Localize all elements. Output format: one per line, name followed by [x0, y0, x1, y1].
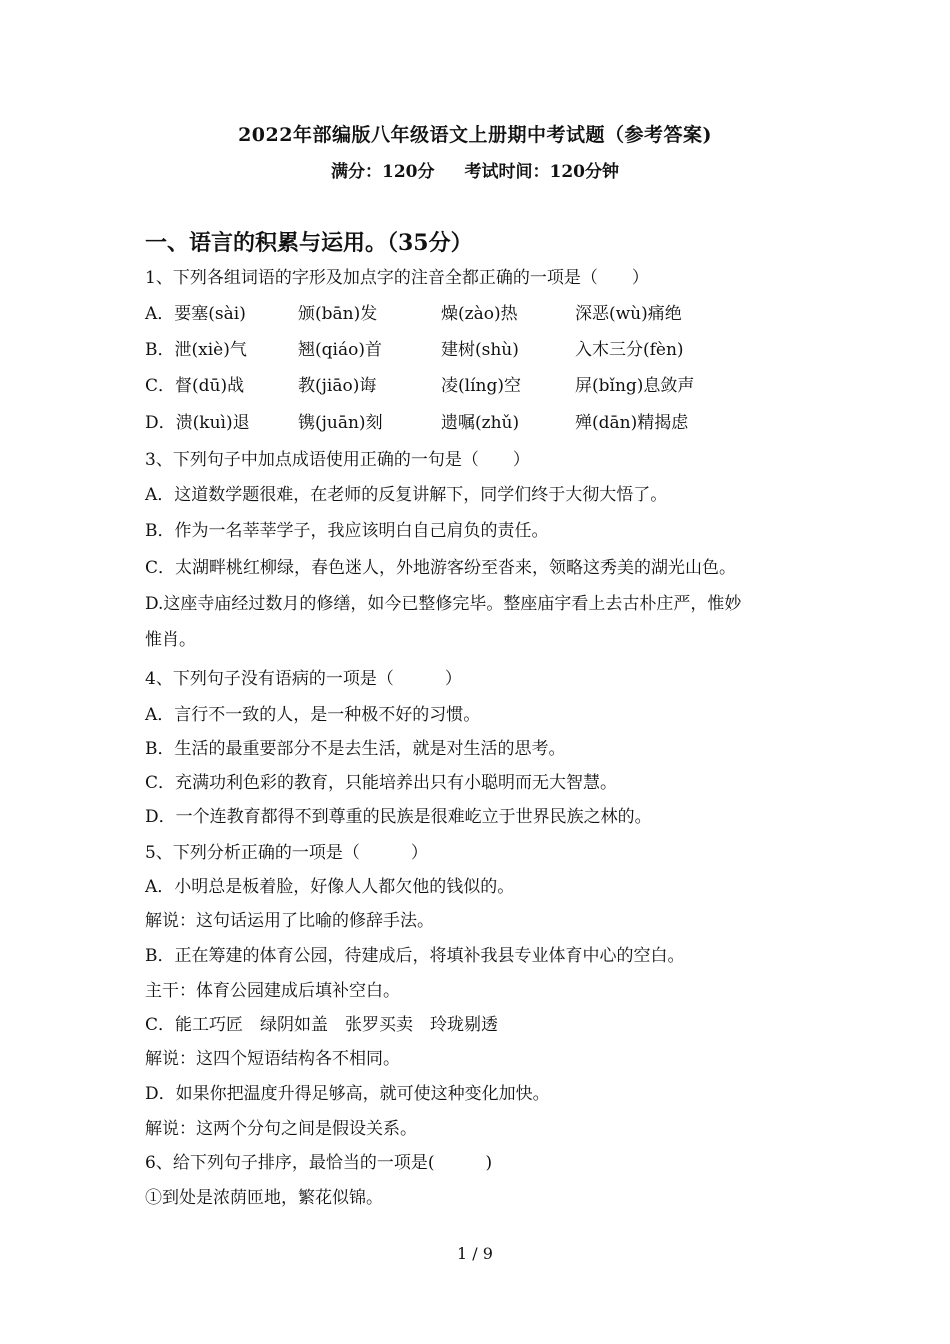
q4-stem: 4、下列句子没有语病的一项是（ ）: [145, 669, 462, 689]
q1-d-4: 殚(dān)精揭虑: [575, 413, 689, 433]
q3-option-d-line2: 惟肖。: [145, 630, 196, 650]
q5-note-b: 主干：体育公园建成后填补空白。: [145, 981, 400, 1001]
q1-b-3: 建树(shù): [441, 340, 519, 360]
q4-option-b: B．生活的最重要部分不是去生活，就是对生活的思考。: [145, 739, 566, 759]
document-title: 2022年部编版八年级语文上册期中考试题（参考答案): [238, 124, 712, 146]
q1-c-3: 凌(líng)空: [441, 376, 521, 396]
q5-option-a: A．小明总是板着脸，好像人人都欠他的钱似的。: [145, 877, 515, 897]
q5-stem: 5、下列分析正确的一项是（ ）: [145, 843, 428, 863]
q1-a-4: 深恶(wù)痛绝: [575, 304, 682, 324]
q1-c-4: 屏(bǐng)息敛声: [575, 376, 695, 396]
q6-sentence-1: ①到处是浓荫匝地，繁花似锦。: [145, 1188, 383, 1208]
q5-note-c: 解说：这四个短语结构各不相同。: [145, 1049, 400, 1069]
exam-time: 考试时间：120分钟: [464, 162, 619, 182]
q5-option-d: D．如果你把温度升得足够高，就可使这种变化加快。: [145, 1084, 550, 1104]
q5-option-c: C．能工巧匠 绿阴如盖 张罗买卖 玲珑剔透: [145, 1015, 499, 1035]
q1-b-2: 翘(qiáo)首: [298, 340, 382, 360]
full-score: 满分：120分: [331, 162, 435, 182]
q1-a-2: 颁(bān)发: [298, 304, 378, 324]
q3-stem: 3、下列句子中加点成语使用正确的一句是（ ）: [145, 450, 530, 470]
q4-option-a: A．言行不一致的人，是一种极不好的习惯。: [145, 705, 481, 725]
q5-note-d: 解说：这两个分句之间是假设关系。: [145, 1119, 417, 1139]
q5-note-a: 解说：这句话运用了比喻的修辞手法。: [145, 911, 434, 931]
page-number: 1 / 9: [457, 1244, 493, 1263]
q4-option-d: D．一个连教育都得不到尊重的民族是很难屹立于世界民族之林的。: [145, 807, 652, 827]
q1-c-2: 教(jiāo)诲: [298, 376, 377, 396]
q3-option-b: B．作为一名莘莘学子，我应该明白自己肩负的责任。: [145, 521, 549, 541]
q5-option-b: B．正在筹建的体育公园，待建成后，将填补我县专业体育中心的空白。: [145, 946, 685, 966]
q3-option-a: A．这道数学题很难，在老师的反复讲解下，同学们终于大彻大悟了。: [145, 485, 668, 505]
q1-d-1: D．溃(kuì)退: [145, 413, 250, 433]
section-heading: 一、语言的积累与运用。（35分）: [145, 230, 473, 256]
q1-a-3: 燥(zào)热: [441, 304, 518, 324]
q1-d-2: 镌(juān)刻: [298, 413, 383, 433]
q1-b-4: 入木三分(fèn): [575, 340, 684, 360]
q1-a-1: A．要塞(sài): [145, 304, 246, 324]
q1-c-1: C．督(dū)战: [145, 376, 245, 396]
q1-d-3: 遗嘱(zhǔ): [441, 413, 520, 433]
q3-option-d-line1: D.这座寺庙经过数月的修缮，如今已整修完毕。整座庙宇看上去古朴庄严，惟妙: [145, 594, 742, 614]
q1-stem: 1、下列各组词语的字形及加点字的注音全都正确的一项是（ ）: [145, 268, 649, 288]
exam-info: [0, 157, 950, 182]
q1-b-1: B．泄(xiè)气: [145, 340, 247, 360]
q3-option-c: C．太湖畔桃红柳绿，春色迷人，外地游客纷至沓来，领略这秀美的湖光山色。: [145, 558, 737, 578]
q4-option-c: C．充满功利色彩的教育，只能培养出只有小聪明而无大智慧。: [145, 773, 618, 793]
q6-stem: 6、给下列句子排序，最恰当的一项是( ): [145, 1153, 493, 1173]
